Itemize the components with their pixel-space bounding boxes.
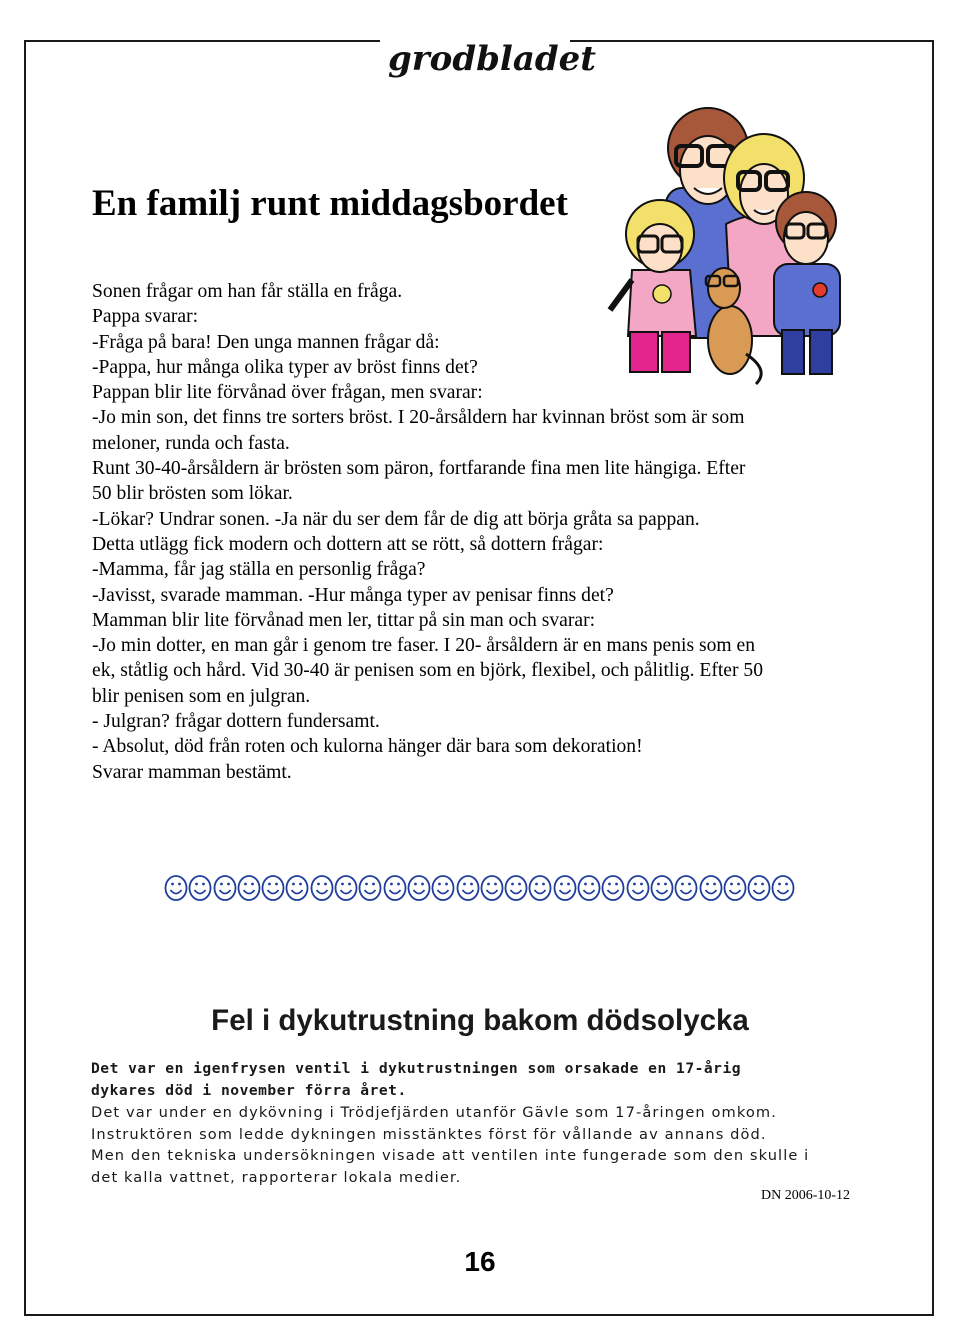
news-lead <box>91 1058 851 1102</box>
smiley-face-icon <box>553 873 577 903</box>
text-line: Detta utlägg fick modern och dottern att se rött, så dottern frågar: <box>92 533 604 555</box>
smiley-face-icon <box>188 873 212 903</box>
smiley-face-icon <box>480 873 504 903</box>
text-line: Sonen frågar om han får ställa en fråga. <box>92 281 403 302</box>
smiley-face-icon <box>407 873 431 903</box>
smiley-face-icon <box>650 873 674 903</box>
text-line: -Jo min son, det finns tre sorters bröst. I 20-årsåldern har kvinnan bröst som är som <box>92 407 745 429</box>
text-line: Pappa svarar: <box>92 306 199 328</box>
smiley-face-icon <box>334 873 358 903</box>
logo-text: grodbladet <box>388 39 596 79</box>
smiley-face-icon <box>577 873 601 903</box>
text-line: Mamman blir lite förvånad men ler, tittar på sin man och svarar: <box>92 609 596 631</box>
grodbladet-logo <box>384 34 596 88</box>
joke-text <box>92 279 872 785</box>
body-line: Men den tekniska undersökningen visade att ventilen inte fungerade som den skulle i <box>91 1147 810 1165</box>
smiley-face-icon <box>699 873 723 903</box>
text-line: -Lökar? Undrar sonen. -Ja när du ser dem får de dig att börja gråta sa pappan. <box>92 508 700 530</box>
smiley-face-icon <box>285 873 309 903</box>
smiley-face-icon <box>504 873 528 903</box>
lead-line: dykares död i november förra året. <box>91 1082 407 1099</box>
news-body <box>91 1102 871 1189</box>
text-line: Svarar mamman bestämt. <box>92 761 292 783</box>
lead-line: Det var en igenfrysen ventil i dykutrustningen som orsakade en 17-årig <box>91 1060 742 1077</box>
text-line: -Fråga på bara! Den unga mannen frågar då: <box>92 331 440 353</box>
smiley-face-icon <box>723 873 747 903</box>
smiley-face-icon <box>431 873 455 903</box>
text-line: blir penisen som en julgran. <box>92 685 311 707</box>
text-line: -Mamma, får jag ställa en personlig fråga? <box>92 559 426 581</box>
smiley-face-icon <box>747 873 771 903</box>
text-line: Runt 30-40-årsåldern är brösten som päron, fortfarande fina men lite hängiga. Efter <box>92 458 746 480</box>
smiley-face-icon <box>310 873 334 903</box>
text-line: - Julgran? frågar dottern fundersamt. <box>92 711 380 733</box>
smiley-face-icon <box>358 873 382 903</box>
text-line: meloner, runda och fasta. <box>92 432 290 454</box>
smiley-face-icon <box>261 873 285 903</box>
text-line: Pappan blir lite förvånad över frågan, men svarar: <box>92 382 483 404</box>
smiley-face-icon <box>164 873 188 903</box>
smiley-face-icon <box>528 873 552 903</box>
text-line: -Javisst, svarade mamman. -Hur många typer av penisar finns det? <box>92 584 614 606</box>
smiley-divider <box>164 873 796 903</box>
article-title: En familj runt middagsbordet <box>92 183 568 224</box>
news-source: DN 2006-10-12 <box>761 1188 851 1203</box>
page-number: 16 <box>464 1246 496 1277</box>
smiley-face-icon <box>674 873 698 903</box>
smiley-face-icon <box>771 873 795 903</box>
text-line: ek, ståtlig och hård. Vid 30-40 är penisen som en björk, flexibel, och pålitlig. Efter 50 <box>92 660 764 682</box>
text-line: -Jo min dotter, en man går i genom tre faser. I 20- årsåldern är en mans penis som en <box>92 635 756 657</box>
text-line: 50 blir brösten som lökar. <box>92 483 293 505</box>
body-line: Det var under en dykövning i Trödjefjärden utanför Gävle som 17-åringen omkom. <box>91 1104 777 1121</box>
smiley-face-icon <box>213 873 237 903</box>
text-line: -Pappa, hur många olika typer av bröst finns det? <box>92 356 478 378</box>
smiley-face-icon <box>626 873 650 903</box>
body-line: Instruktören som ledde dykningen misstänktes först för vållande av annans död. <box>91 1125 767 1143</box>
news-title: Fel i dykutrustning bakom dödsolycka <box>211 1004 749 1037</box>
smiley-face-icon <box>601 873 625 903</box>
text-line: - Absolut, död från roten och kulorna hänger där bara som dekoration! <box>92 736 643 758</box>
body-line: det kalla vattnet, rapporterar lokala medier. <box>91 1169 462 1187</box>
smiley-face-icon <box>237 873 261 903</box>
smiley-face-icon <box>456 873 480 903</box>
smiley-face-icon <box>383 873 407 903</box>
